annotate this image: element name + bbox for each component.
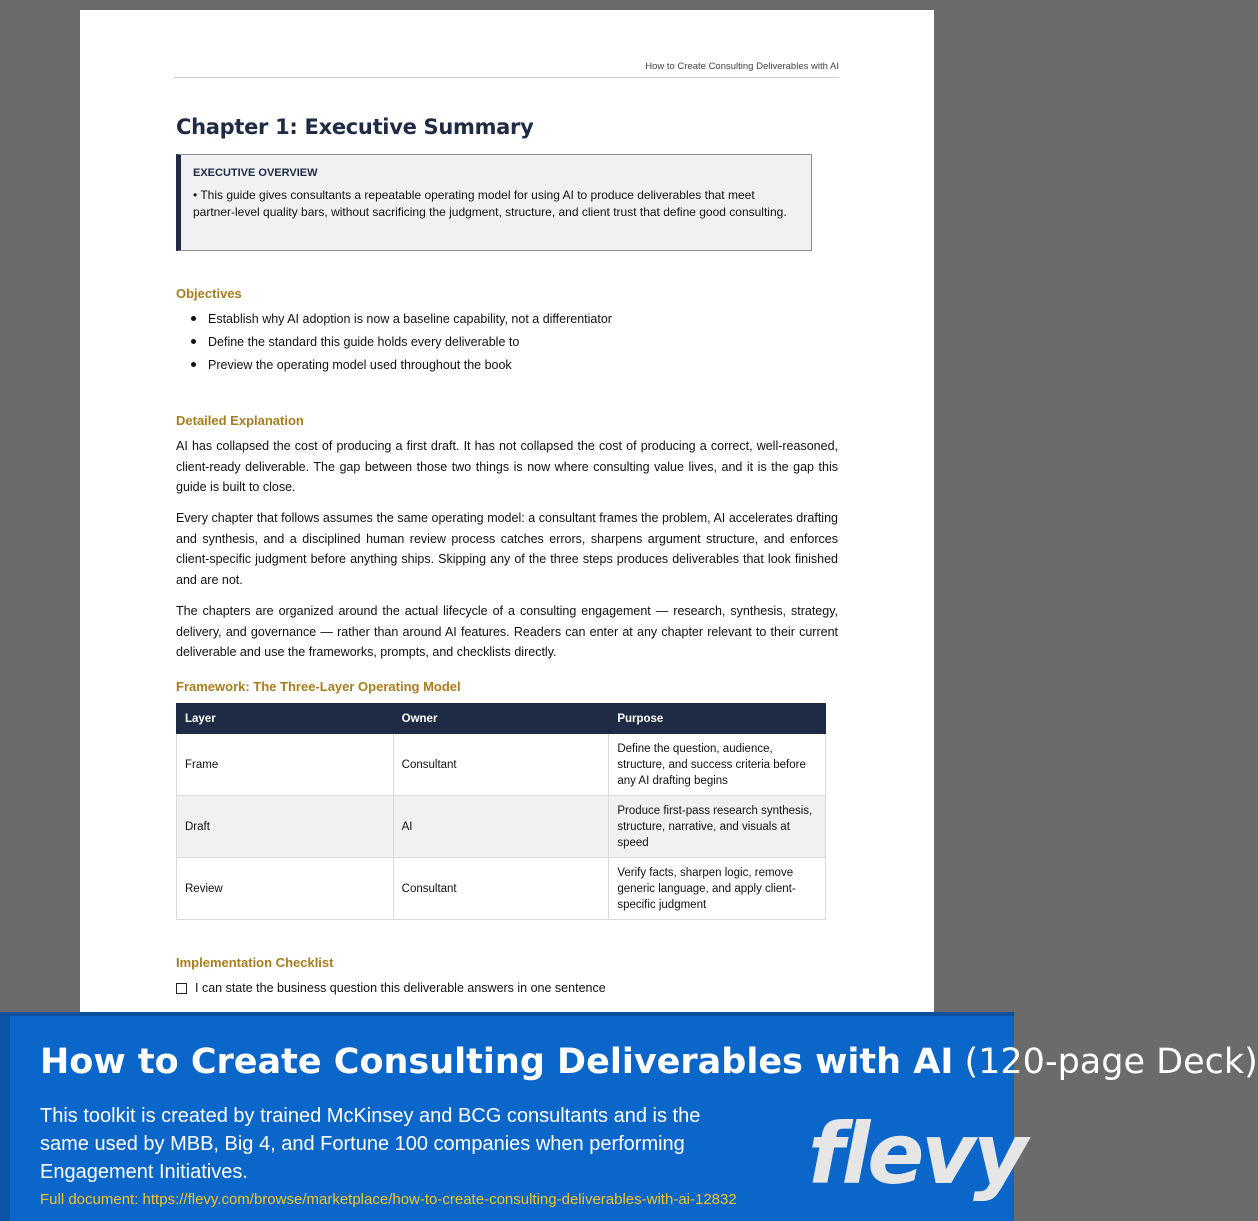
objectives-heading: Objectives — [176, 286, 242, 301]
chapter-title: Chapter 1: Executive Summary — [176, 115, 534, 139]
checklist-item-label: I can state the business question this deliverable answers in one sentence — [195, 981, 606, 995]
callout-title: EXECUTIVE OVERVIEW — [193, 167, 318, 179]
running-header: How to Create Consulting Deliverables with AI — [174, 61, 839, 78]
framework-table — [176, 703, 826, 920]
table-cell: AI — [393, 796, 609, 858]
promo-banner — [0, 1012, 1258, 1221]
table-cell: Consultant — [393, 734, 609, 796]
list-item: Define the standard this guide holds every deliverable to — [176, 333, 612, 356]
table-cell: Produce first-pass research synthesis, structure, narrative, and visuals at speed — [609, 796, 826, 858]
list-item: Establish why AI adoption is now a baseline capability, not a differentiator — [176, 310, 612, 333]
banner-title — [40, 1042, 1258, 1082]
checklist-item — [176, 981, 606, 995]
table-cell: Frame — [177, 734, 394, 796]
checklist-heading: Implementation Checklist — [176, 955, 334, 970]
paragraph: Every chapter that follows assumes the same operating model: a consultant frames the problem, AI accelerates drafting and synthesis, and a disciplined human review process catches errors, sharpens argument structure, and enforces client-specific judgment before anything ships. Skipping any of the three steps produces deliverables that look finished and are not. — [176, 511, 838, 587]
detailed-explanation-heading: Detailed Explanation — [176, 413, 304, 428]
flevy-logo: flevy — [808, 1105, 1025, 1203]
column-header: Owner — [393, 704, 609, 734]
banner-title-rest: (120-page Deck) — [953, 1042, 1258, 1082]
column-header: Purpose — [609, 704, 826, 734]
checkbox-icon — [176, 983, 187, 994]
table-row — [177, 796, 826, 858]
table-header-row — [177, 704, 826, 734]
banner-title-bold: How to Create Consulting Deliverables with AI — [40, 1042, 954, 1082]
callout-text: • This guide gives consultants a repeatable operating model for using AI to produce deliverables that meet partner-level quality bars, without sacrificing the judgment, structure, and client trust that define good consulting. — [193, 188, 787, 219]
table-row — [177, 858, 826, 920]
table-cell: Verify facts, sharpen logic, remove generic language, and apply client-specific judgment — [609, 858, 826, 920]
banner-stripe — [0, 1016, 10, 1221]
list-item: Preview the operating model used throughout the book — [176, 356, 612, 379]
objectives-list — [176, 310, 612, 379]
table-cell: Define the question, audience, structure, and success criteria before any AI drafting begins — [609, 734, 826, 796]
executive-overview-callout — [176, 154, 812, 251]
table-cell: Review — [177, 858, 394, 920]
banner-description: This toolkit is created by trained McKinsey and BCG consultants and is the same used by MBB, Big 4, and Fortune 100 companies when performing Engagement Initiatives. — [40, 1105, 701, 1183]
column-header: Layer — [177, 704, 394, 734]
table-cell: Draft — [177, 796, 394, 858]
paragraph: AI has collapsed the cost of producing a first draft. It has not collapsed the cost of producing a correct, well-reasoned, client-ready deliverable. The gap between those two things is now where consulting value lives, and it is the gap this guide is built to close. — [176, 439, 838, 494]
paragraph: The chapters are organized around the actual lifecycle of a consulting engagement — research, synthesis, strategy, delivery, and governance — rather than around AI features. Readers can enter at any chapter relevant to their current deliverable and use the frameworks, prompts, and checklists directly. — [176, 604, 838, 659]
table-row — [177, 734, 826, 796]
table-cell: Consultant — [393, 858, 609, 920]
document-link[interactable]: Full document: https://flevy.com/browse/marketplace/how-to-create-consulting-deliverables-with-ai-12832 — [40, 1191, 737, 1208]
document-page — [80, 10, 934, 1050]
framework-heading: Framework: The Three-Layer Operating Model — [176, 679, 461, 694]
